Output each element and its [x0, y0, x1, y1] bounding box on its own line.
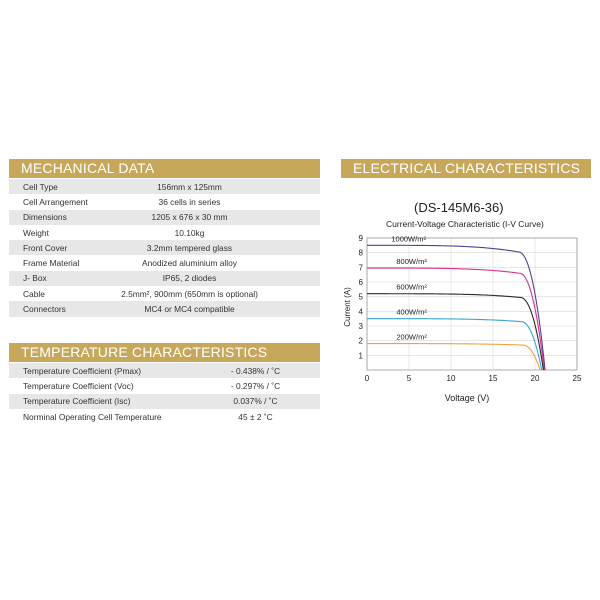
table-row — [9, 179, 320, 194]
series-label: 400W/m² — [396, 307, 427, 317]
row-value: - 0.297% / ˚C — [230, 380, 281, 391]
row-label: Cell Arrangement — [23, 196, 88, 207]
row-value: Anodized aluminium alloy — [142, 258, 237, 269]
row-value: MC4 or MC4 compatible — [144, 304, 235, 315]
row-label: Front Cover — [23, 242, 68, 253]
table-row — [9, 286, 320, 301]
iv-curve-series — [367, 294, 543, 370]
row-value: 36 cells in series — [158, 196, 221, 207]
y-tick-label: 5 — [358, 292, 363, 302]
electrical-characteristics-header: ELECTRICAL CHARACTERISTICS — [341, 159, 591, 178]
row-label: Temperature Coefficient (Voc) — [23, 380, 134, 391]
series-label: 600W/m² — [396, 282, 427, 292]
row-label: Cell Type — [23, 181, 58, 192]
table-row — [9, 301, 320, 316]
y-tick-label: 6 — [358, 278, 363, 287]
x-tick-label: 5 — [406, 374, 412, 383]
temperature-characteristics-header: TEMPERATURE CHARACTERISTICS — [9, 343, 320, 362]
table-row — [9, 394, 320, 409]
chart-title: (DS-145M6-36) — [414, 200, 504, 215]
row-label: Frame Material — [23, 258, 80, 269]
y-tick-label: 3 — [358, 322, 363, 331]
table-row — [9, 194, 320, 209]
iv-curve-series — [367, 344, 540, 370]
row-label: Dimensions — [23, 212, 67, 223]
x-tick-label: 20 — [530, 374, 540, 383]
y-tick-labels — [359, 234, 364, 360]
y-tick-label: 7 — [358, 263, 363, 273]
chart-series — [367, 245, 545, 370]
row-label: Temperature Coefficient (Pmax) — [23, 365, 142, 376]
row-label: Weight — [23, 227, 49, 238]
row-value: - 0.438% / ˚C — [230, 365, 281, 376]
table-row — [9, 255, 320, 270]
series-label: 800W/m² — [396, 257, 427, 267]
table-row — [9, 271, 320, 286]
iv-curve-series — [367, 245, 545, 370]
row-label: J- Box — [23, 273, 47, 284]
temperature-characteristics-table — [9, 363, 320, 424]
row-value: 1205 x 676 x 30 mm — [151, 212, 228, 223]
row-value: 0.037% / ˚C — [233, 396, 278, 407]
series-label: 200W/m² — [396, 332, 427, 342]
y-tick-label: 4 — [358, 307, 363, 317]
x-tick-labels — [365, 374, 582, 383]
series-label: 1000W/m² — [391, 234, 426, 244]
row-value: 3.2mm tempered glass — [146, 242, 233, 253]
table-row — [9, 363, 320, 378]
mechanical-data-table — [9, 179, 320, 317]
x-tick-label: 25 — [572, 374, 582, 383]
row-label: Temperature Coefficient (Isc) — [23, 396, 131, 407]
y-tick-label: 9 — [358, 234, 363, 243]
series-labels — [391, 234, 427, 341]
x-tick-label: 10 — [446, 374, 456, 383]
mechanical-data-header: MECHANICAL DATA — [9, 159, 320, 178]
y-tick-label: 2 — [358, 336, 363, 346]
y-tick-label: 1 — [358, 351, 363, 361]
table-row — [9, 225, 320, 240]
row-value: 156mm x 125mm — [157, 181, 222, 192]
y-axis-label: Current (A) — [343, 287, 352, 327]
x-axis-label: Voltage (V) — [444, 393, 490, 403]
iv-curve-series — [367, 268, 544, 370]
row-value: IP65, 2 diodes — [162, 273, 217, 284]
row-value: 10.10kg — [174, 227, 205, 238]
chart-subtitle: Current-Voltage Characteristic (I-V Curve) — [386, 219, 544, 229]
table-row — [9, 240, 320, 255]
table-row — [9, 378, 320, 393]
plot-frame — [367, 238, 577, 370]
row-label: Norminal Operating Cell Temperature — [23, 411, 162, 422]
chart-grid — [367, 238, 577, 370]
x-tick-label: 15 — [488, 374, 498, 383]
iv-curve-series — [367, 319, 542, 370]
x-tick-label: 0 — [364, 374, 370, 383]
row-label: Connectors — [23, 304, 66, 315]
row-value: 45 ± 2 ˚C — [238, 411, 273, 422]
row-label: Cable — [23, 288, 45, 299]
table-row — [9, 409, 320, 424]
y-tick-label: 8 — [358, 248, 363, 258]
table-row — [9, 210, 320, 225]
row-value: 2.5mm², 900mm (650mm is optional) — [121, 288, 258, 299]
